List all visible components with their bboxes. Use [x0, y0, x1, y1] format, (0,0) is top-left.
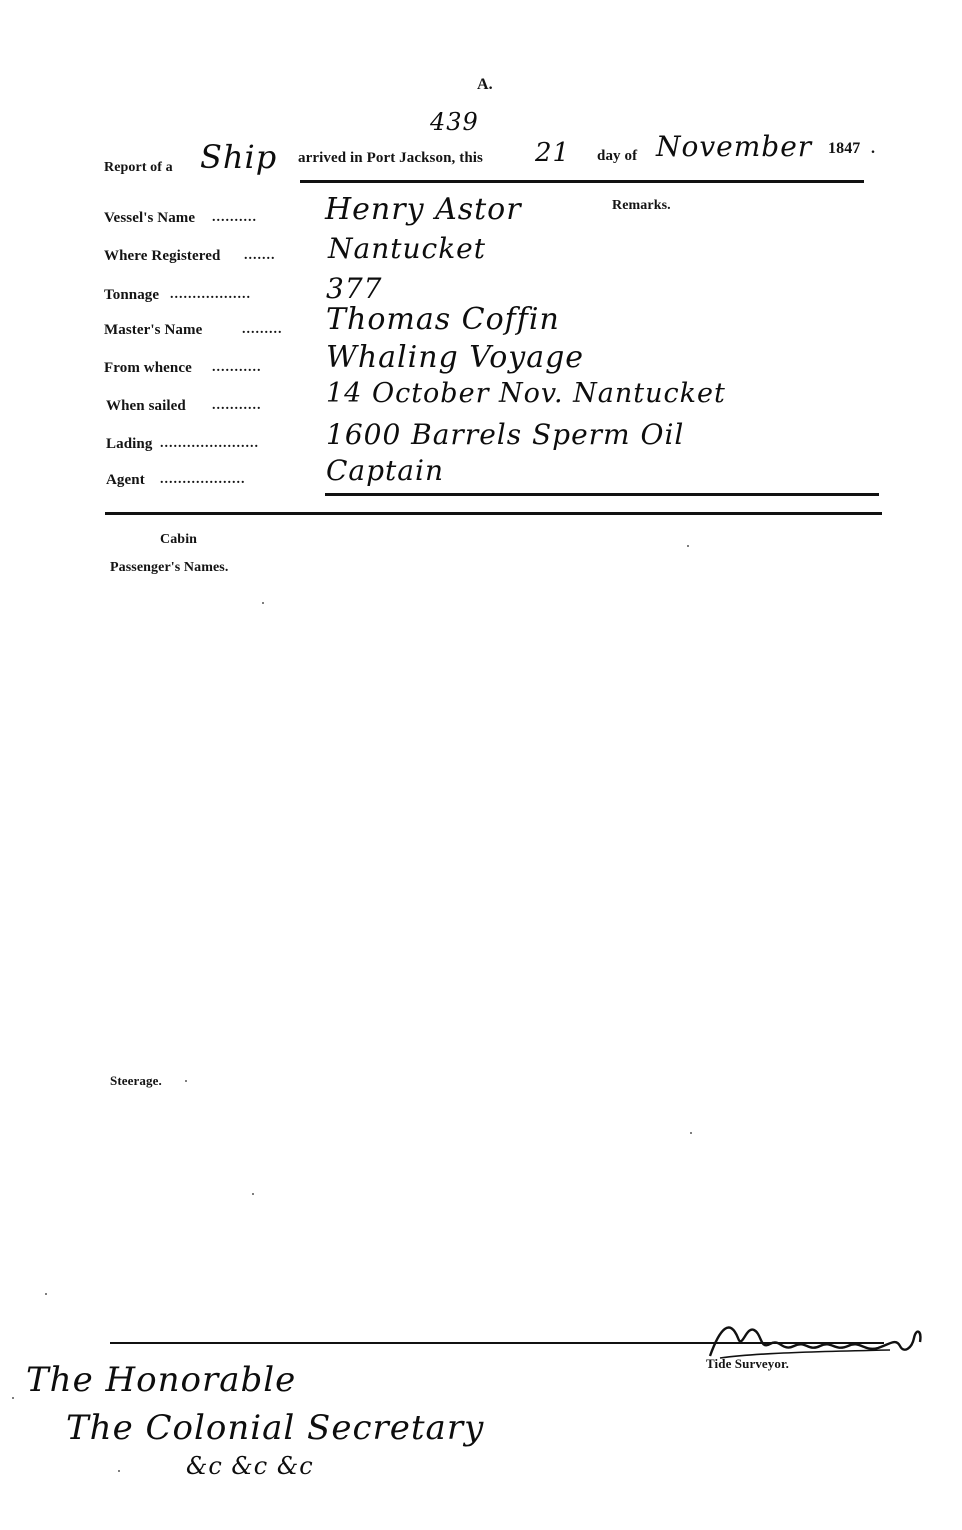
- year-period: .: [871, 140, 876, 157]
- field-leader: .......: [244, 248, 276, 263]
- field-value-agent: Captain: [326, 454, 444, 487]
- form-letter: A.: [477, 76, 493, 93]
- addressee-line-1: The Honorable: [26, 1360, 297, 1400]
- field-leader: .........: [242, 322, 283, 337]
- field-label-agent: Agent: [106, 472, 145, 488]
- scan-speck: [262, 602, 264, 604]
- tide-surveyor-label: Tide Surveyor.: [706, 1356, 790, 1371]
- scan-speck: [12, 1397, 14, 1399]
- field-value-lading: 1600 Barrels Sperm Oil: [326, 418, 685, 451]
- arrival-year: 1847: [828, 140, 861, 157]
- scan-speck: [45, 1293, 47, 1295]
- remarks-label: Remarks.: [612, 198, 671, 213]
- field-leader: ...................: [160, 472, 246, 487]
- vessel-type: Ship: [200, 138, 278, 176]
- report-prefix: Report of a: [104, 160, 173, 175]
- field-label-lading: Lading: [106, 436, 153, 452]
- field-leader: ...........: [212, 398, 262, 413]
- steerage-label: Steerage.: [110, 1073, 162, 1088]
- field-label-when-sailed: When sailed: [106, 398, 186, 414]
- field-label-masters-name: Master's Name: [104, 322, 203, 338]
- field-value-masters-name: Thomas Coffin: [326, 302, 560, 337]
- field-label-from-whence: From whence: [104, 360, 192, 376]
- addressee-line-3: &c &c &c: [186, 1452, 314, 1480]
- scan-speck: [690, 1132, 692, 1134]
- field-label-vessel-name: Vessel's Name: [104, 210, 196, 226]
- cabin-label: Cabin: [160, 532, 198, 547]
- arrival-day: 21: [535, 138, 571, 168]
- report-number: 439: [430, 108, 479, 136]
- field-label-tonnage: Tonnage: [104, 287, 160, 303]
- header-rule: [300, 180, 864, 183]
- field-value-when-sailed: 14 October Nov. Nantucket: [326, 378, 726, 409]
- passenger-names-label: Passenger's Names.: [110, 560, 229, 575]
- addressee-line-2: The Colonial Secretary: [66, 1408, 485, 1448]
- field-label-where-registered: Where Registered: [104, 248, 221, 264]
- scan-speck: [687, 545, 689, 547]
- section-rule: [105, 512, 882, 515]
- day-of-text: day of: [597, 148, 638, 164]
- fields-rule: [325, 493, 879, 496]
- field-value-vessel-name: Henry Astor: [325, 192, 522, 227]
- scan-speck: [185, 1080, 187, 1082]
- field-value-from-whence: Whaling Voyage: [326, 340, 585, 375]
- arrival-month: November: [656, 130, 813, 163]
- field-leader: ...........: [212, 360, 262, 375]
- scan-speck: [252, 1193, 254, 1195]
- field-leader: ..........: [212, 210, 257, 225]
- field-leader: ..................: [170, 287, 251, 302]
- field-value-where-registered: Nantucket: [328, 232, 486, 265]
- field-value-tonnage: 377: [326, 272, 383, 305]
- field-leader: ......................: [160, 436, 259, 451]
- scan-speck: [118, 1470, 120, 1472]
- arrived-text: arrived in Port Jackson, this: [298, 150, 483, 166]
